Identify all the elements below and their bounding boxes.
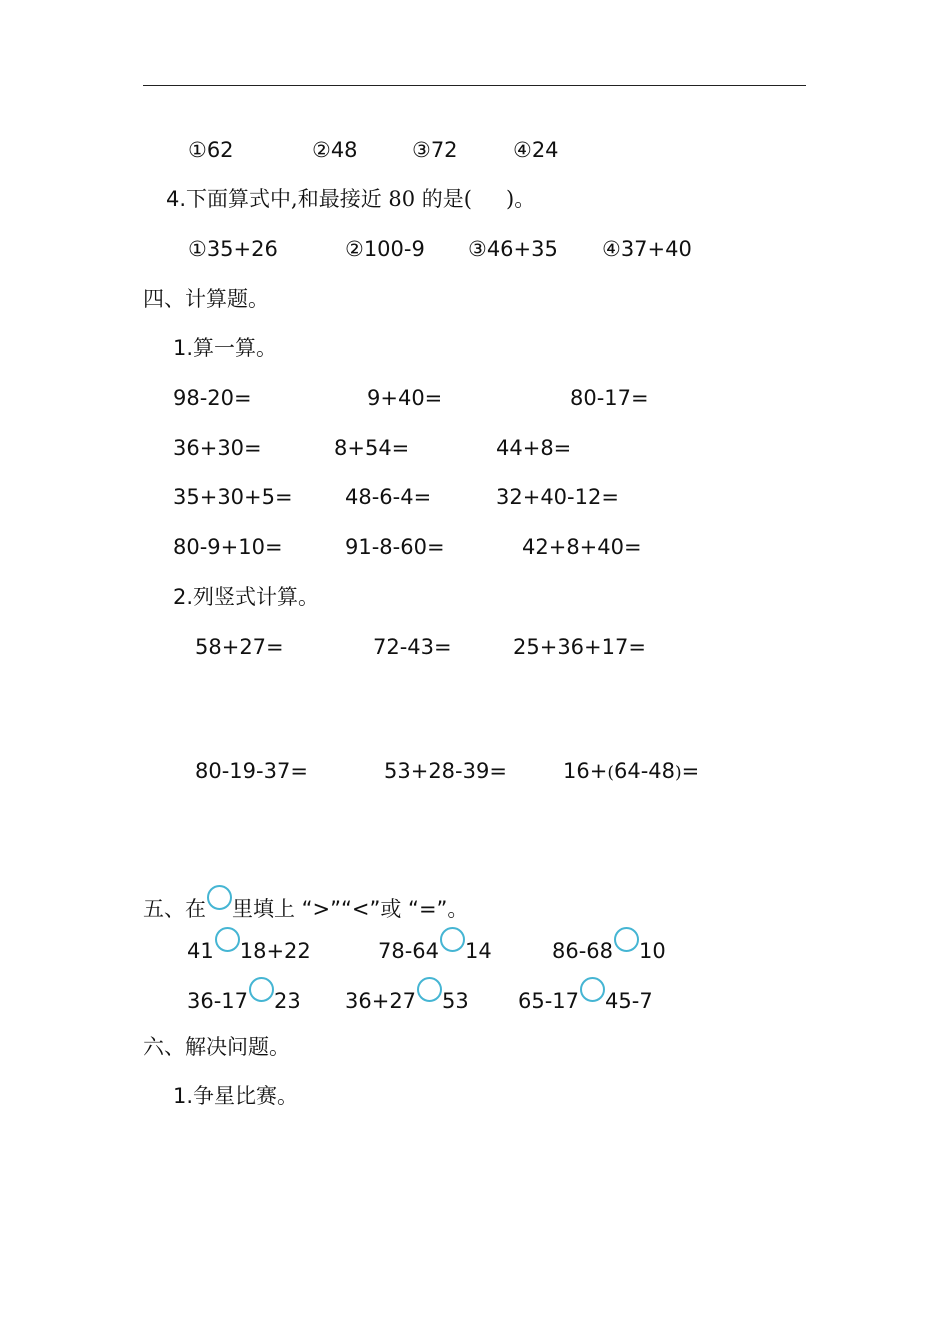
section4-title: 四、计算题。	[143, 287, 269, 311]
calc-expr: 80-17=	[570, 386, 649, 410]
q3-option-4: ④24	[513, 138, 559, 162]
calc-expr: 48-6-4=	[345, 485, 432, 509]
comparison-left: 41	[187, 939, 214, 963]
answer-circle-icon	[207, 885, 232, 910]
comparison-right: 23	[274, 989, 301, 1013]
calc-expr: 9+40=	[367, 386, 443, 410]
sub2-label: 列竖式计算。	[193, 585, 320, 609]
answer-circle-icon[interactable]	[417, 977, 442, 1002]
comparison-left: 36-17	[187, 989, 249, 1013]
calc-expr: 44+8=	[496, 436, 572, 460]
section6-title: 六、解决问题。	[143, 1035, 290, 1059]
comparison-item	[345, 977, 469, 1015]
vertical-expr: 80-19-37=	[195, 759, 308, 783]
calc-expr: 80-9+10=	[173, 535, 283, 559]
answer-circle-icon[interactable]	[614, 927, 639, 952]
answer-circle-icon[interactable]	[580, 977, 605, 1002]
comparison-item	[187, 977, 301, 1015]
q3-option-3: ③72	[412, 138, 458, 162]
section5-title-post: 里填上 “>”“<”或 “=”。	[232, 897, 469, 921]
comparison-left: 78-64	[378, 939, 440, 963]
q4-option-3: ③46+35	[468, 237, 558, 261]
calc-expr: 42+8+40=	[522, 535, 642, 559]
comparison-item	[187, 927, 311, 965]
expr-part: 64-48	[613, 759, 675, 783]
q4-number: 4.	[166, 187, 187, 211]
comparison-item	[518, 977, 653, 1015]
comparison-left: 86-68	[552, 939, 614, 963]
answer-circle-icon[interactable]	[249, 977, 274, 1002]
comparison-right: 45-7	[605, 989, 653, 1013]
comparison-right: 18+22	[239, 939, 311, 963]
q4-close: )。	[506, 187, 536, 211]
section5-title	[143, 885, 468, 923]
sub1-label: 算一算。	[193, 336, 278, 360]
comparison-item	[378, 927, 492, 965]
q3-option-1: ①62	[188, 138, 234, 162]
sub2-number: 2.	[173, 585, 194, 609]
s6-sub1-number: 1.	[173, 1084, 194, 1108]
expr-paren-open: (	[607, 763, 614, 783]
calc-expr: 8+54=	[334, 436, 410, 460]
calc-expr: 36+30=	[173, 436, 262, 460]
vertical-expr	[563, 757, 699, 787]
expr-paren-close: )	[675, 763, 682, 783]
calc-expr: 32+40-12=	[496, 485, 619, 509]
q4-text: 下面算式中,和最接近 80 的是(	[186, 187, 472, 211]
comparison-left: 65-17	[518, 989, 580, 1013]
comparison-item	[552, 927, 666, 965]
vertical-expr: 72-43=	[373, 635, 452, 659]
comparison-right: 10	[639, 939, 666, 963]
q4-option-2: ②100-9	[345, 237, 425, 261]
vertical-expr: 53+28-39=	[384, 759, 507, 783]
sub1-number: 1.	[173, 336, 194, 360]
calc-expr: 91-8-60=	[345, 535, 445, 559]
section4-sub2	[173, 583, 319, 611]
q4-question	[166, 185, 535, 213]
q4-option-1: ①35+26	[188, 237, 278, 261]
comparison-left: 36+27	[345, 989, 417, 1013]
comparison-right: 53	[442, 989, 469, 1013]
section4-sub1	[173, 334, 277, 362]
vertical-expr: 25+36+17=	[513, 635, 646, 659]
answer-circle-icon[interactable]	[215, 927, 240, 952]
expr-part: =	[681, 759, 700, 783]
section6-sub1	[173, 1082, 298, 1110]
section5-title-pre: 五、在	[143, 897, 206, 921]
header-rule	[143, 85, 806, 86]
comparison-right: 14	[465, 939, 492, 963]
s6-sub1-label: 争星比赛。	[193, 1084, 299, 1108]
q3-option-2: ②48	[312, 138, 358, 162]
q4-option-4: ④37+40	[602, 237, 692, 261]
expr-part: 16+	[563, 759, 608, 783]
calc-expr: 35+30+5=	[173, 485, 293, 509]
vertical-expr: 58+27=	[195, 635, 284, 659]
calc-expr: 98-20=	[173, 386, 252, 410]
answer-circle-icon[interactable]	[440, 927, 465, 952]
